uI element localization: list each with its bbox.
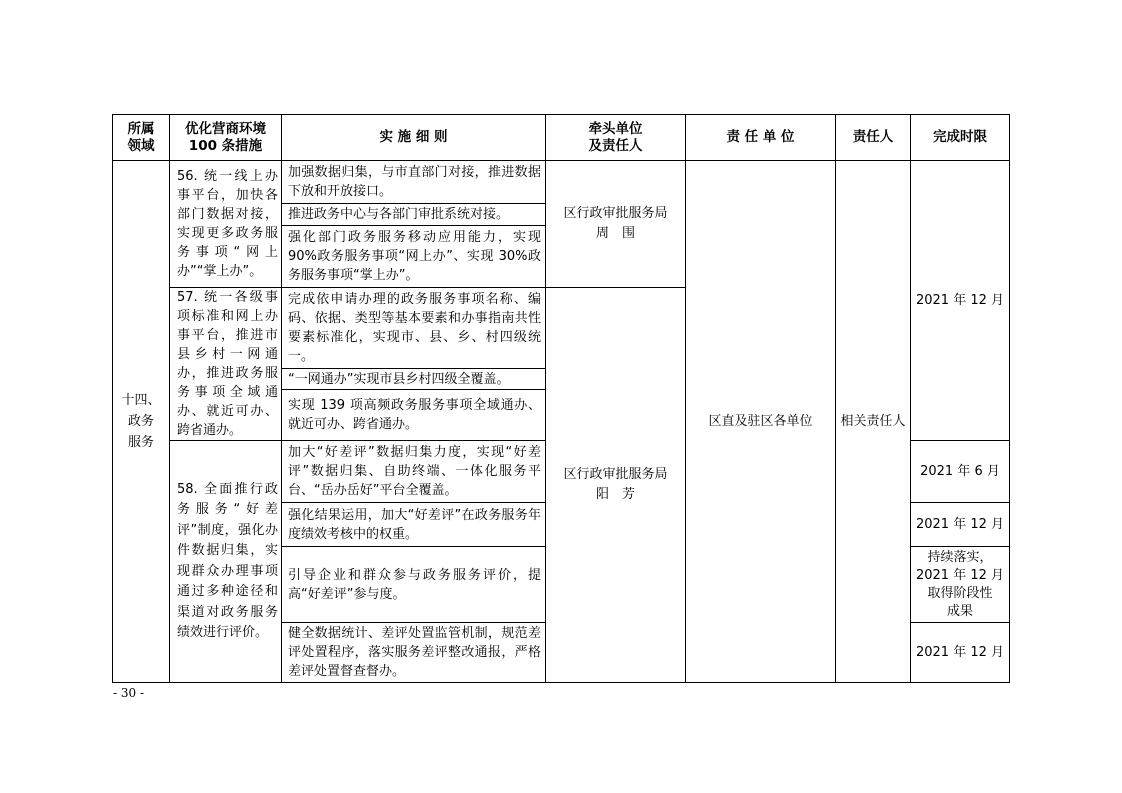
detail-cell: 实现 139 项高频政务服务事项全域通办、就近可办、跨省通办。: [282, 390, 546, 441]
detail-cell: 引导企业和群众参与政务服务评价，提高“好差评”参与度。: [282, 547, 546, 623]
lead-unit-1-text: 区行政审批服务局 周 围: [563, 206, 668, 241]
domain-cell: [113, 161, 170, 683]
lead-unit-1: [546, 161, 686, 288]
header-domain: [113, 115, 170, 161]
header-unit: 责 任 单 位: [686, 115, 836, 161]
detail-cell: 推进政务中心与各部门审批系统对接。: [282, 204, 546, 226]
page-number: - 30 -: [113, 686, 145, 700]
deadline-cell: [911, 547, 1010, 623]
header-measure: [170, 115, 282, 161]
measure-58: 58. 全面推行政务服务“好差评”制度，强化办件数据归集，实现群众办理事项通过多种途径和渠道对政务服务绩效进行评价。: [170, 441, 282, 683]
header-lead: [546, 115, 686, 161]
header-lead-text: 牵头单位 及责任人: [588, 120, 643, 154]
header-detail: 实 施 细 则: [282, 115, 546, 161]
deadline-cell: 2021 年 12 月: [911, 623, 1010, 683]
responsible-person: 相关责任人: [836, 161, 911, 683]
header-measure-text: 优化营商环境 100 条措施: [185, 120, 266, 154]
header-person: 责任人: [836, 115, 911, 161]
table-row: [113, 161, 1010, 204]
detail-cell: “一网通办”实现市县乡村四级全覆盖。: [282, 369, 546, 390]
domain-text: 十四、 政务 服务: [121, 393, 161, 450]
header-deadline: 完成时限: [911, 115, 1010, 161]
deadline-cell: 2021 年 12 月: [911, 161, 1010, 441]
deadline-cell: 2021 年 6 月: [911, 441, 1010, 503]
detail-cell: 加大“好差评”数据归集力度，实现“好差评”数据归集、自助终端、一体化服务平台、“岳办岳好”平台全覆盖。: [282, 441, 546, 503]
measures-table: [112, 114, 1010, 683]
detail-cell: 完成依申请办理的政务服务事项名称、编码、依据、类型等基本要素和办事指南共性要素标准化，实现市、县、乡、村四级统一。: [282, 288, 546, 369]
header-row: [113, 115, 1010, 161]
measure-56: 56. 统一线上办事平台，加快各部门数据对接，实现更多政务服务事项“网上办”“掌上办”。: [170, 161, 282, 288]
detail-cell: 强化结果运用，加大“好差评”在政务服务年度绩效考核中的权重。: [282, 503, 546, 547]
detail-cell: 加强数据归集，与市直部门对接，推进数据下放和开放接口。: [282, 161, 546, 204]
deadline-ongoing-text: 持续落实， 2021 年 12 月 取得阶段性 成果: [915, 549, 1005, 619]
lead-unit-2: [546, 288, 686, 683]
header-domain-text: 所属 领域: [127, 120, 155, 154]
responsible-unit: 区直及驻区各单位: [686, 161, 836, 683]
detail-cell: 强化部门政务服务移动应用能力，实现 90%政务服务事项“网上办”、实现 30%政务服务事项“掌上办”。: [282, 226, 546, 288]
lead-unit-2-text: 区行政审批服务局 阳 芳: [563, 467, 668, 502]
measure-57: 57. 统一各级事项标准和网上办事平台，推进市县乡村一网通办，推进政务服务事项全域通办、就近可办、跨省通办。: [170, 288, 282, 441]
detail-cell: 健全数据统计、差评处置监管机制，规范差评处置程序，落实服务差评整改通报，严格差评处置督查督办。: [282, 623, 546, 683]
deadline-cell: 2021 年 12 月: [911, 503, 1010, 547]
